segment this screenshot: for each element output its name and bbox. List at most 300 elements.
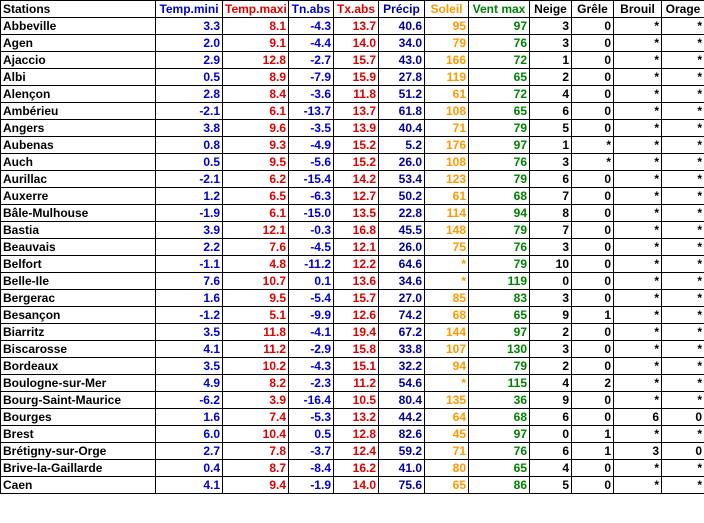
cell-temp-mini: 6.0 bbox=[156, 426, 223, 443]
table-row bbox=[1, 69, 704, 86]
cell-orage: * bbox=[662, 460, 704, 477]
cell-temp-mini: 0.4 bbox=[156, 460, 223, 477]
cell-neige: 7 bbox=[530, 188, 572, 205]
cell-tn-abs: -5.3 bbox=[289, 409, 334, 426]
cell-vent-max: 97 bbox=[469, 324, 530, 341]
cell-temp-maxi: 8.9 bbox=[223, 69, 289, 86]
cell-station: Bordeaux bbox=[1, 358, 156, 375]
cell-temp-mini: 3.5 bbox=[156, 324, 223, 341]
cell-tn-abs: -4.1 bbox=[289, 324, 334, 341]
cell-temp-mini: -2.1 bbox=[156, 103, 223, 120]
cell-soleil: 75 bbox=[425, 239, 469, 256]
cell-precip: 75.6 bbox=[379, 477, 425, 494]
cell-vent-max: 72 bbox=[469, 52, 530, 69]
cell-soleil: 85 bbox=[425, 290, 469, 307]
cell-precip: 40.6 bbox=[379, 18, 425, 35]
cell-vent-max: 79 bbox=[469, 171, 530, 188]
cell-brouil: 6 bbox=[614, 409, 662, 426]
cell-soleil: 144 bbox=[425, 324, 469, 341]
cell-tx-abs: 15.1 bbox=[334, 358, 379, 375]
cell-brouil: * bbox=[614, 137, 662, 154]
table-row bbox=[1, 426, 704, 443]
col-header-tx-abs: Tx.abs bbox=[334, 1, 379, 18]
cell-temp-maxi: 11.2 bbox=[223, 341, 289, 358]
cell-soleil: 45 bbox=[425, 426, 469, 443]
cell-tn-abs: -4.5 bbox=[289, 239, 334, 256]
cell-neige: 0 bbox=[530, 426, 572, 443]
cell-tx-abs: 16.2 bbox=[334, 460, 379, 477]
cell-vent-max: 68 bbox=[469, 409, 530, 426]
cell-grele: 0 bbox=[572, 86, 614, 103]
cell-neige: 4 bbox=[530, 460, 572, 477]
cell-station: Besançon bbox=[1, 307, 156, 324]
col-header-vent-max: Vent max bbox=[469, 1, 530, 18]
cell-precip: 26.0 bbox=[379, 154, 425, 171]
cell-soleil: 135 bbox=[425, 392, 469, 409]
cell-soleil: 114 bbox=[425, 205, 469, 222]
cell-temp-maxi: 7.6 bbox=[223, 239, 289, 256]
cell-brouil: * bbox=[614, 375, 662, 392]
cell-station: Belfort bbox=[1, 256, 156, 273]
cell-temp-mini: 3.8 bbox=[156, 120, 223, 137]
cell-soleil: 95 bbox=[425, 18, 469, 35]
cell-vent-max: 115 bbox=[469, 375, 530, 392]
col-header-temp-mini: Temp.mini bbox=[156, 1, 223, 18]
cell-tx-abs: 15.2 bbox=[334, 137, 379, 154]
cell-tn-abs: -3.7 bbox=[289, 443, 334, 460]
cell-neige: 1 bbox=[530, 52, 572, 69]
cell-brouil: * bbox=[614, 341, 662, 358]
cell-station: Belle-Ile bbox=[1, 273, 156, 290]
cell-tn-abs: -7.9 bbox=[289, 69, 334, 86]
cell-orage: * bbox=[662, 290, 704, 307]
cell-brouil: * bbox=[614, 103, 662, 120]
cell-station: Beauvais bbox=[1, 239, 156, 256]
cell-brouil: * bbox=[614, 307, 662, 324]
cell-orage: * bbox=[662, 392, 704, 409]
cell-temp-mini: 2.7 bbox=[156, 443, 223, 460]
cell-vent-max: 97 bbox=[469, 426, 530, 443]
cell-tn-abs: -5.6 bbox=[289, 154, 334, 171]
cell-soleil: 79 bbox=[425, 35, 469, 52]
cell-temp-maxi: 9.3 bbox=[223, 137, 289, 154]
cell-orage: * bbox=[662, 188, 704, 205]
table-body bbox=[1, 18, 704, 494]
cell-grele: 0 bbox=[572, 460, 614, 477]
cell-brouil: * bbox=[614, 324, 662, 341]
cell-brouil: * bbox=[614, 392, 662, 409]
cell-vent-max: 97 bbox=[469, 18, 530, 35]
table-row bbox=[1, 358, 704, 375]
cell-station: Abbeville bbox=[1, 18, 156, 35]
cell-tn-abs: -2.3 bbox=[289, 375, 334, 392]
cell-neige: 2 bbox=[530, 324, 572, 341]
cell-temp-mini: -6.2 bbox=[156, 392, 223, 409]
cell-neige: 6 bbox=[530, 171, 572, 188]
cell-temp-mini: -1.1 bbox=[156, 256, 223, 273]
cell-temp-maxi: 5.1 bbox=[223, 307, 289, 324]
cell-station: Auxerre bbox=[1, 188, 156, 205]
cell-orage: * bbox=[662, 205, 704, 222]
cell-temp-maxi: 8.2 bbox=[223, 375, 289, 392]
cell-temp-maxi: 6.2 bbox=[223, 171, 289, 188]
table-row bbox=[1, 103, 704, 120]
cell-grele: 0 bbox=[572, 188, 614, 205]
cell-orage: * bbox=[662, 477, 704, 494]
cell-precip: 53.4 bbox=[379, 171, 425, 188]
table-row bbox=[1, 35, 704, 52]
table-row bbox=[1, 273, 704, 290]
cell-precip: 27.0 bbox=[379, 290, 425, 307]
cell-station: Aubenas bbox=[1, 137, 156, 154]
table-row bbox=[1, 477, 704, 494]
col-header-soleil: Soleil bbox=[425, 1, 469, 18]
cell-neige: 9 bbox=[530, 392, 572, 409]
table-row bbox=[1, 290, 704, 307]
cell-temp-maxi: 9.5 bbox=[223, 154, 289, 171]
cell-tx-abs: 13.7 bbox=[334, 103, 379, 120]
cell-precip: 51.2 bbox=[379, 86, 425, 103]
cell-tx-abs: 15.7 bbox=[334, 290, 379, 307]
cell-temp-maxi: 10.2 bbox=[223, 358, 289, 375]
cell-soleil: 148 bbox=[425, 222, 469, 239]
cell-soleil: 68 bbox=[425, 307, 469, 324]
cell-orage: * bbox=[662, 239, 704, 256]
cell-brouil: * bbox=[614, 188, 662, 205]
cell-tn-abs: -3.6 bbox=[289, 86, 334, 103]
cell-grele: 0 bbox=[572, 205, 614, 222]
cell-temp-mini: 3.9 bbox=[156, 222, 223, 239]
cell-grele: 0 bbox=[572, 239, 614, 256]
cell-vent-max: 79 bbox=[469, 222, 530, 239]
table-row bbox=[1, 409, 704, 426]
cell-brouil: * bbox=[614, 239, 662, 256]
cell-precip: 33.8 bbox=[379, 341, 425, 358]
cell-temp-maxi: 12.8 bbox=[223, 52, 289, 69]
cell-tn-abs: -5.4 bbox=[289, 290, 334, 307]
cell-orage: * bbox=[662, 35, 704, 52]
cell-tx-abs: 12.1 bbox=[334, 239, 379, 256]
cell-orage: * bbox=[662, 273, 704, 290]
cell-grele: 0 bbox=[572, 256, 614, 273]
cell-neige: 3 bbox=[530, 290, 572, 307]
cell-grele: 1 bbox=[572, 307, 614, 324]
cell-tx-abs: 13.7 bbox=[334, 18, 379, 35]
cell-vent-max: 36 bbox=[469, 392, 530, 409]
cell-grele: 0 bbox=[572, 52, 614, 69]
cell-brouil: * bbox=[614, 290, 662, 307]
cell-precip: 5.2 bbox=[379, 137, 425, 154]
table-row bbox=[1, 188, 704, 205]
cell-temp-mini: 2.8 bbox=[156, 86, 223, 103]
cell-brouil: * bbox=[614, 52, 662, 69]
cell-vent-max: 83 bbox=[469, 290, 530, 307]
cell-vent-max: 68 bbox=[469, 188, 530, 205]
cell-brouil: * bbox=[614, 358, 662, 375]
cell-neige: 8 bbox=[530, 205, 572, 222]
cell-tn-abs: -4.3 bbox=[289, 18, 334, 35]
cell-station: Albi bbox=[1, 69, 156, 86]
cell-soleil: 119 bbox=[425, 69, 469, 86]
cell-soleil: 94 bbox=[425, 358, 469, 375]
cell-tn-abs: -15.0 bbox=[289, 205, 334, 222]
cell-temp-mini: 1.6 bbox=[156, 290, 223, 307]
cell-temp-mini: -1.2 bbox=[156, 307, 223, 324]
cell-brouil: * bbox=[614, 222, 662, 239]
cell-station: Bourg-Saint-Maurice bbox=[1, 392, 156, 409]
cell-tn-abs: -2.7 bbox=[289, 52, 334, 69]
cell-vent-max: 94 bbox=[469, 205, 530, 222]
cell-tx-abs: 12.4 bbox=[334, 443, 379, 460]
cell-precip: 44.2 bbox=[379, 409, 425, 426]
cell-station: Ajaccio bbox=[1, 52, 156, 69]
cell-precip: 82.6 bbox=[379, 426, 425, 443]
cell-tn-abs: -1.9 bbox=[289, 477, 334, 494]
cell-tn-abs: -3.5 bbox=[289, 120, 334, 137]
cell-precip: 45.5 bbox=[379, 222, 425, 239]
table-row bbox=[1, 137, 704, 154]
cell-station: Angers bbox=[1, 120, 156, 137]
table-row bbox=[1, 154, 704, 171]
cell-vent-max: 65 bbox=[469, 307, 530, 324]
cell-grele: 2 bbox=[572, 375, 614, 392]
cell-neige: 4 bbox=[530, 375, 572, 392]
cell-grele: 0 bbox=[572, 358, 614, 375]
cell-grele: 0 bbox=[572, 273, 614, 290]
cell-grele: 0 bbox=[572, 18, 614, 35]
cell-brouil: * bbox=[614, 18, 662, 35]
cell-grele: 0 bbox=[572, 222, 614, 239]
cell-temp-mini: 2.9 bbox=[156, 52, 223, 69]
cell-precip: 34.0 bbox=[379, 35, 425, 52]
table-row bbox=[1, 256, 704, 273]
col-header-stations: Stations bbox=[1, 1, 156, 18]
cell-station: Auch bbox=[1, 154, 156, 171]
cell-temp-mini: 4.9 bbox=[156, 375, 223, 392]
cell-grele: 1 bbox=[572, 426, 614, 443]
cell-tx-abs: 11.2 bbox=[334, 375, 379, 392]
cell-tx-abs: 10.5 bbox=[334, 392, 379, 409]
cell-precip: 32.2 bbox=[379, 358, 425, 375]
cell-temp-maxi: 10.7 bbox=[223, 273, 289, 290]
cell-precip: 43.0 bbox=[379, 52, 425, 69]
cell-tn-abs: -4.9 bbox=[289, 137, 334, 154]
cell-neige: 7 bbox=[530, 222, 572, 239]
cell-orage: * bbox=[662, 120, 704, 137]
cell-precip: 50.2 bbox=[379, 188, 425, 205]
cell-precip: 27.8 bbox=[379, 69, 425, 86]
cell-precip: 64.6 bbox=[379, 256, 425, 273]
cell-vent-max: 97 bbox=[469, 137, 530, 154]
cell-tx-abs: 13.9 bbox=[334, 120, 379, 137]
cell-neige: 3 bbox=[530, 35, 572, 52]
cell-orage: * bbox=[662, 307, 704, 324]
cell-precip: 41.0 bbox=[379, 460, 425, 477]
cell-neige: 3 bbox=[530, 341, 572, 358]
cell-orage: * bbox=[662, 154, 704, 171]
cell-vent-max: 72 bbox=[469, 86, 530, 103]
cell-station: Bâle-Mulhouse bbox=[1, 205, 156, 222]
col-header-temp-maxi: Temp.maxi bbox=[223, 1, 289, 18]
cell-tx-abs: 16.8 bbox=[334, 222, 379, 239]
cell-vent-max: 86 bbox=[469, 477, 530, 494]
cell-tx-abs: 12.8 bbox=[334, 426, 379, 443]
cell-soleil: 176 bbox=[425, 137, 469, 154]
cell-precip: 59.2 bbox=[379, 443, 425, 460]
cell-tx-abs: 12.7 bbox=[334, 188, 379, 205]
col-header-orage: Orage bbox=[662, 1, 704, 18]
cell-precip: 26.0 bbox=[379, 239, 425, 256]
cell-soleil: * bbox=[425, 256, 469, 273]
cell-tx-abs: 19.4 bbox=[334, 324, 379, 341]
cell-tn-abs: -9.9 bbox=[289, 307, 334, 324]
cell-station: Caen bbox=[1, 477, 156, 494]
cell-temp-maxi: 6.5 bbox=[223, 188, 289, 205]
cell-neige: 10 bbox=[530, 256, 572, 273]
cell-tx-abs: 13.2 bbox=[334, 409, 379, 426]
cell-station: Bastia bbox=[1, 222, 156, 239]
cell-temp-maxi: 6.1 bbox=[223, 205, 289, 222]
cell-temp-mini: -1.9 bbox=[156, 205, 223, 222]
cell-station: Biarritz bbox=[1, 324, 156, 341]
cell-precip: 54.6 bbox=[379, 375, 425, 392]
cell-grele: 0 bbox=[572, 290, 614, 307]
cell-tn-abs: -0.3 bbox=[289, 222, 334, 239]
cell-temp-maxi: 4.8 bbox=[223, 256, 289, 273]
cell-brouil: * bbox=[614, 154, 662, 171]
cell-neige: 5 bbox=[530, 477, 572, 494]
table-row bbox=[1, 392, 704, 409]
cell-vent-max: 76 bbox=[469, 239, 530, 256]
cell-vent-max: 76 bbox=[469, 35, 530, 52]
cell-temp-maxi: 8.7 bbox=[223, 460, 289, 477]
cell-station: Boulogne-sur-Mer bbox=[1, 375, 156, 392]
cell-orage: 0 bbox=[662, 409, 704, 426]
cell-precip: 61.8 bbox=[379, 103, 425, 120]
cell-grele: 0 bbox=[572, 409, 614, 426]
cell-tn-abs: 0.1 bbox=[289, 273, 334, 290]
cell-temp-maxi: 8.1 bbox=[223, 18, 289, 35]
table-row bbox=[1, 52, 704, 69]
cell-temp-mini: 0.5 bbox=[156, 69, 223, 86]
cell-station: Brive-la-Gaillarde bbox=[1, 460, 156, 477]
table-row bbox=[1, 171, 704, 188]
cell-temp-maxi: 9.6 bbox=[223, 120, 289, 137]
cell-neige: 4 bbox=[530, 86, 572, 103]
cell-soleil: 61 bbox=[425, 86, 469, 103]
cell-neige: 5 bbox=[530, 120, 572, 137]
cell-grele: 0 bbox=[572, 341, 614, 358]
cell-orage: * bbox=[662, 52, 704, 69]
cell-precip: 74.2 bbox=[379, 307, 425, 324]
cell-grele: 0 bbox=[572, 103, 614, 120]
cell-neige: 3 bbox=[530, 239, 572, 256]
cell-grele: 0 bbox=[572, 171, 614, 188]
cell-soleil: 123 bbox=[425, 171, 469, 188]
table-row bbox=[1, 460, 704, 477]
cell-vent-max: 119 bbox=[469, 273, 530, 290]
cell-temp-mini: 1.2 bbox=[156, 188, 223, 205]
col-header-grele: Grêle bbox=[572, 1, 614, 18]
cell-tn-abs: -2.9 bbox=[289, 341, 334, 358]
table-row bbox=[1, 86, 704, 103]
cell-tn-abs: -15.4 bbox=[289, 171, 334, 188]
cell-vent-max: 79 bbox=[469, 256, 530, 273]
table-row bbox=[1, 222, 704, 239]
cell-soleil: 108 bbox=[425, 154, 469, 171]
cell-orage: * bbox=[662, 222, 704, 239]
cell-tn-abs: -16.4 bbox=[289, 392, 334, 409]
cell-orage: * bbox=[662, 324, 704, 341]
cell-tx-abs: 13.6 bbox=[334, 273, 379, 290]
cell-grele: 0 bbox=[572, 35, 614, 52]
cell-soleil: 65 bbox=[425, 477, 469, 494]
cell-station: Alençon bbox=[1, 86, 156, 103]
cell-vent-max: 130 bbox=[469, 341, 530, 358]
cell-soleil: 64 bbox=[425, 409, 469, 426]
cell-tx-abs: 15.9 bbox=[334, 69, 379, 86]
table-row bbox=[1, 341, 704, 358]
cell-brouil: * bbox=[614, 477, 662, 494]
table-row bbox=[1, 443, 704, 460]
cell-soleil: * bbox=[425, 375, 469, 392]
cell-tn-abs: -11.2 bbox=[289, 256, 334, 273]
col-header-tn-abs: Tn.abs bbox=[289, 1, 334, 18]
cell-grele: 0 bbox=[572, 324, 614, 341]
cell-brouil: * bbox=[614, 273, 662, 290]
cell-orage: * bbox=[662, 358, 704, 375]
cell-vent-max: 79 bbox=[469, 120, 530, 137]
cell-temp-mini: 3.5 bbox=[156, 358, 223, 375]
cell-temp-maxi: 9.4 bbox=[223, 477, 289, 494]
cell-orage: * bbox=[662, 69, 704, 86]
cell-temp-maxi: 7.4 bbox=[223, 409, 289, 426]
cell-precip: 80.4 bbox=[379, 392, 425, 409]
cell-tx-abs: 12.6 bbox=[334, 307, 379, 324]
cell-station: Bergerac bbox=[1, 290, 156, 307]
cell-tx-abs: 15.2 bbox=[334, 154, 379, 171]
cell-orage: * bbox=[662, 18, 704, 35]
cell-station: Bourges bbox=[1, 409, 156, 426]
cell-tx-abs: 13.5 bbox=[334, 205, 379, 222]
cell-temp-maxi: 6.1 bbox=[223, 103, 289, 120]
cell-vent-max: 65 bbox=[469, 103, 530, 120]
cell-orage: * bbox=[662, 341, 704, 358]
cell-tn-abs: -4.3 bbox=[289, 358, 334, 375]
cell-soleil: * bbox=[425, 273, 469, 290]
cell-temp-mini: -2.1 bbox=[156, 171, 223, 188]
cell-brouil: * bbox=[614, 86, 662, 103]
cell-temp-mini: 4.1 bbox=[156, 477, 223, 494]
cell-station: Brétigny-sur-Orge bbox=[1, 443, 156, 460]
cell-grele: 1 bbox=[572, 443, 614, 460]
cell-brouil: * bbox=[614, 69, 662, 86]
cell-soleil: 107 bbox=[425, 341, 469, 358]
cell-precip: 22.8 bbox=[379, 205, 425, 222]
cell-orage: * bbox=[662, 426, 704, 443]
cell-temp-maxi: 8.4 bbox=[223, 86, 289, 103]
cell-neige: 2 bbox=[530, 69, 572, 86]
cell-neige: 3 bbox=[530, 18, 572, 35]
cell-temp-maxi: 9.5 bbox=[223, 290, 289, 307]
cell-temp-mini: 2.2 bbox=[156, 239, 223, 256]
col-header-brouil: Brouil bbox=[614, 1, 662, 18]
cell-temp-mini: 1.6 bbox=[156, 409, 223, 426]
cell-tx-abs: 11.8 bbox=[334, 86, 379, 103]
table-row bbox=[1, 324, 704, 341]
cell-station: Ambérieu bbox=[1, 103, 156, 120]
cell-neige: 6 bbox=[530, 409, 572, 426]
